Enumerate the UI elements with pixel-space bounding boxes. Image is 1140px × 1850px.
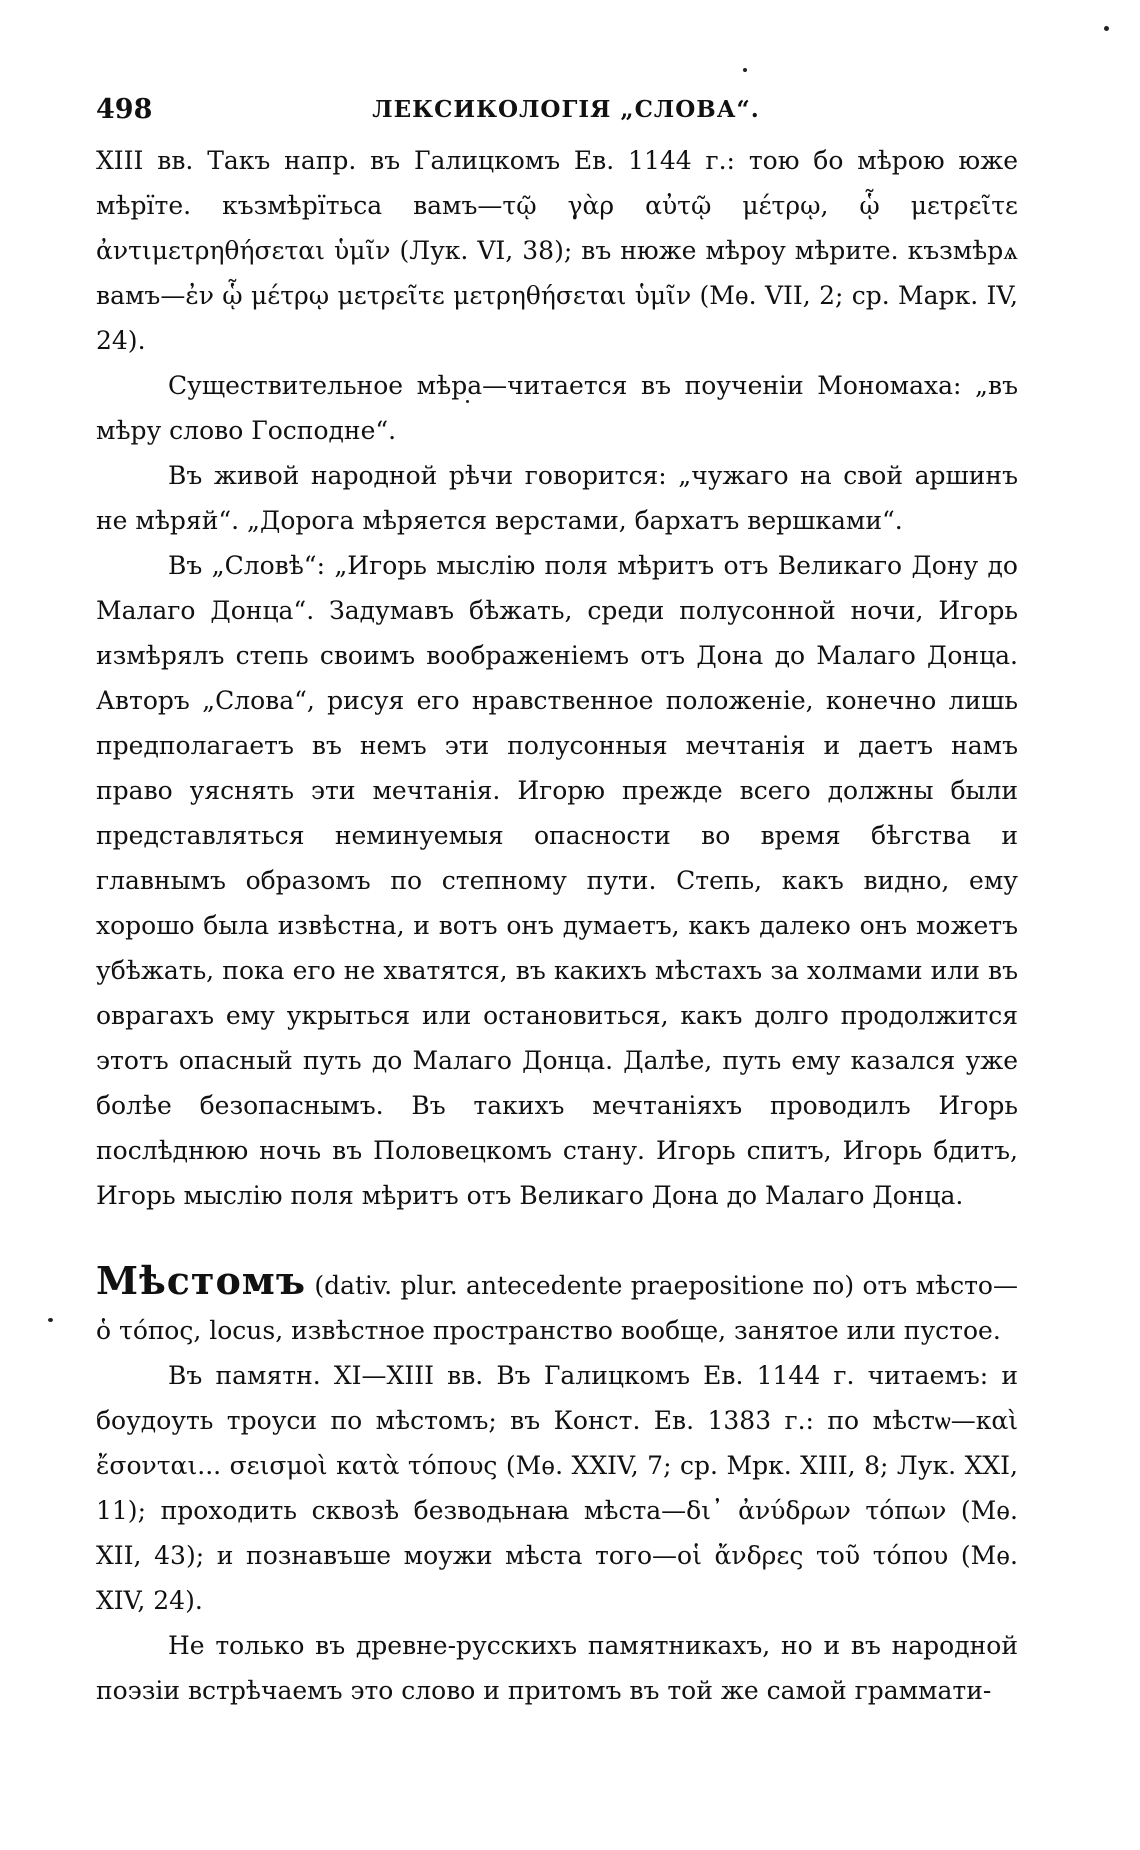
paragraph: Существительное мѣра—читается въ поученіи Мономаха: „въ мѣру слово Господне“. [96, 371, 1018, 445]
section-gap [96, 1218, 1018, 1258]
dictionary-entry [96, 1258, 1018, 1353]
paragraph: Въ памятн. XI—XIII вв. Въ Галицкомъ Ев. 1144 г. читаемъ: и боудоуть троуси по мѣстомъ; въ Конст. Ев. 1383 г.: по мѣстѡ—καὶ ἔσονται... σεισμοὶ κατὰ τόπους (Мѳ. XXIV, 7; ср. Мрк. XIII, 8; Лук. XXI, 11); проходить сквозѣ безводьнаꙗ мѣста—δι᾽ ἀνύδρων τόπων (Мѳ. XII, 43); и познавъше моужи мѣста того—οἱ ἄνδρες τοῦ τόπου (Мѳ. XIV, 24). [96, 1361, 1018, 1615]
page-header [96, 94, 1036, 134]
body-text [96, 138, 1018, 1713]
paragraph: Въ „Словѣ“: „Игорь мыслію поля мѣритъ отъ Великаго Дону до Малаго Донца“. Задумавъ бѣжать, среди полусонной ночи, Игорь измѣрялъ степь своимъ воображеніемъ отъ Дона до Малаго Донца. Авторъ „Слова“, рисуя его нравственное положеніе, конечно лишь предполагаетъ въ немъ эти полусонныя мечтанія и даетъ намъ право уяснять эти мечтанія. Игорю прежде всего должны были представляться неминуемыя опасности во время бѣгства и главнымъ образомъ по степному пути. Степь, какъ видно, ему хорошо была извѣстна, и вотъ онъ думаетъ, какъ далеко онъ можетъ убѣжать, пока его не хватятся, въ какихъ мѣстахъ за холмами или въ оврагахъ ему укрыться или остановиться, какъ долго продолжится этотъ опасный путь до Малаго Донца. Далѣе, путь ему казался уже болѣе безопаснымъ. Въ такихъ мечтаніяхъ проводилъ Игорь послѣднюю ночь въ Половецкомъ стану. Игорь спитъ, Игорь бдитъ, Игорь мыслію поля мѣритъ отъ Великаго Дона до Малаго Донца. [96, 551, 1018, 1210]
paragraph: Не только въ древне-русскихъ памятникахъ, но и въ народной поэзіи встрѣчаемъ это слово и притомъ въ той же самой граммати- [96, 1631, 1018, 1705]
entry-definition: (dativ. plur. antecedente praepositione по) отъ мѣсто—ὁ τόπος, locus, извѣстное пространство вообще, занятое или пустое. [96, 1271, 1018, 1345]
page-number: 498 [96, 94, 153, 125]
paragraph: Въ живой народной рѣчи говорится: „чужаго на свой аршинъ не мѣряй“. „Дорога мѣряется верстами, бархатъ вершками“. [96, 461, 1018, 535]
running-title: ЛЕКСИКОЛОГІЯ „СЛОВА“. [372, 96, 760, 123]
paragraph: XIII вв. Такъ напр. въ Галицкомъ Ев. 1144 г.: тою бо мѣрою юже мѣрїте. къзмѣрїтьса вамъ—τῷ γὰρ αὐτῷ μέτρῳ, ᾧ μετρεῖτε ἀντιμετρηθήσεται ὑμῖν (Лук. VI, 38); въ нюже мѣроу мѣрите. къзмѣрѧ вамъ—ἐν ᾧ μέτρῳ μετρεῖτε μετρηθήσεται ὑμῖν (Мѳ. VII, 2; ср. Марк. IV, 24). [96, 146, 1018, 355]
entry-headword: Мѣстомъ [96, 1258, 306, 1303]
